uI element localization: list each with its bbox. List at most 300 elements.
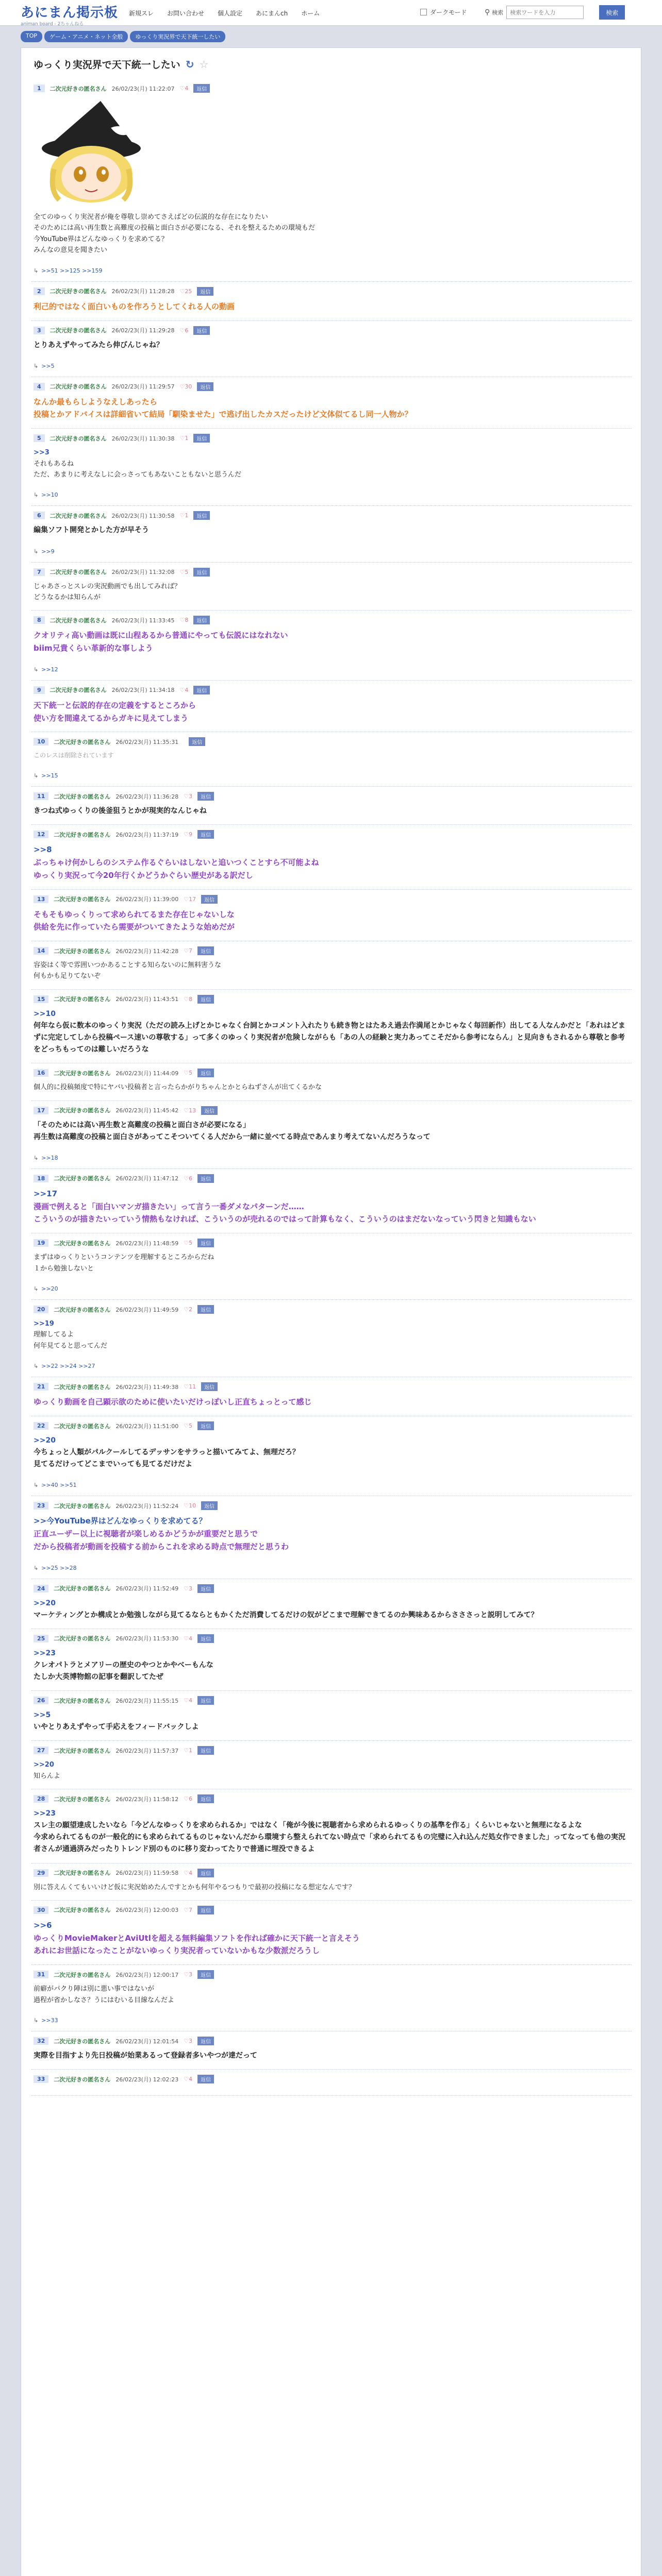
post — [31, 1169, 632, 1233]
post-date: 26/02/23(月) 11:37:19 — [115, 831, 179, 838]
post — [31, 1965, 632, 2031]
post-body — [34, 1808, 630, 1855]
post — [31, 990, 632, 1063]
post-body — [34, 805, 630, 817]
like-button[interactable]: ♡7 — [184, 947, 193, 955]
reply-button[interactable]: 返信 — [201, 895, 218, 904]
reply-button[interactable]: 返信 — [201, 1106, 218, 1115]
like-button[interactable]: ♡3 — [184, 1585, 193, 1592]
reply-arrow-icon: ↳ — [34, 267, 39, 274]
post-body — [34, 1515, 630, 1553]
breadcrumb-thread[interactable]: ゆっくり実況界で天下統一したい — [130, 31, 225, 42]
post-anchor-link[interactable]: >>20 — [34, 1761, 54, 1769]
post-number[interactable]: 17 — [34, 1107, 48, 1114]
post-date: 26/02/23(月) 11:34:18 — [111, 687, 175, 694]
post-number[interactable]: 6 — [34, 512, 45, 519]
like-button[interactable]: ♡4 — [184, 1635, 193, 1642]
post-header — [34, 434, 630, 443]
reply-button[interactable]: 返信 — [197, 830, 214, 839]
like-button[interactable]: ♡4 — [184, 1697, 193, 1704]
post-text: ぶっちゃけ何かしらのシステム作るぐらいはしないと追いつくことすら不可能よね ゆっくり実況って今20年行くかどうかぐらい歴史がある訳だし — [34, 858, 319, 880]
post — [31, 1579, 632, 1629]
like-button[interactable]: ♡3 — [184, 1971, 193, 1978]
search-input[interactable] — [506, 6, 584, 19]
post-number[interactable]: 19 — [34, 1239, 48, 1247]
reply-button[interactable]: 返信 — [193, 84, 210, 93]
reply-links[interactable]: >>51 >>125 >>159 — [41, 267, 103, 274]
post — [31, 429, 632, 506]
like-button[interactable]: ♡13 — [184, 1107, 196, 1114]
post-body — [34, 581, 630, 603]
post-date: 26/02/23(月) 11:48:59 — [115, 1240, 179, 1247]
post-number[interactable]: 18 — [34, 1175, 48, 1182]
post-body — [34, 1396, 630, 1409]
like-button[interactable]: ♡5 — [179, 568, 189, 575]
thread-title — [34, 57, 209, 71]
post-list — [31, 79, 632, 2096]
post-number[interactable]: 28 — [34, 1795, 48, 1803]
post-body — [34, 2050, 630, 2062]
post-author: 二次元好きの匿名さん — [54, 1907, 111, 1914]
thread-title-text: ゆっくり実況界で天下統一したい — [34, 59, 180, 71]
post-number[interactable]: 23 — [34, 1502, 48, 1510]
dark-mode-toggle[interactable] — [420, 8, 467, 16]
post-text: きつね式ゆっくりの後釜狙うとかが現実的なんじゃね — [34, 807, 207, 816]
reply-links[interactable]: >>25 >>28 — [41, 1564, 77, 1571]
post-number[interactable]: 20 — [34, 1306, 48, 1313]
post-image-marisa[interactable] — [34, 97, 147, 205]
post-text: 個人的に投稿頻度で特にヤバい投稿者と言ったらかがりちゃんとかとらねずさんが出てくるかな — [34, 1083, 322, 1092]
reply-button[interactable]: 返信 — [201, 1501, 218, 1510]
reply-button[interactable]: 返信 — [197, 2037, 214, 2045]
reply-arrow-icon: ↳ — [34, 1285, 39, 1293]
post-author: 二次元好きの匿名さん — [54, 996, 111, 1003]
like-button[interactable]: ♡9 — [184, 831, 193, 838]
reply-button[interactable]: 返信 — [197, 2075, 214, 2083]
post-header — [34, 568, 630, 577]
post-date: 26/02/23(月) 11:30:58 — [111, 512, 175, 519]
post-body — [34, 1709, 630, 1733]
post-replies — [34, 1363, 630, 1369]
post-author: 二次元好きの匿名さん — [54, 793, 111, 800]
post-header — [34, 1239, 630, 1247]
post-header — [34, 326, 630, 335]
reply-links[interactable]: >>33 — [41, 2017, 58, 2024]
post-anchor-link[interactable]: >>19 — [34, 1320, 54, 1328]
post-anchor-link[interactable]: >>17 — [34, 1189, 58, 1198]
post-date: 26/02/23(月) 11:36:28 — [115, 793, 179, 800]
post-replies — [34, 666, 630, 673]
breadcrumb-category[interactable]: ゲーム・アニメ・ネット全般 — [44, 31, 128, 42]
reply-links[interactable]: >>22 >>24 >>27 — [41, 1363, 95, 1370]
post-number[interactable]: 1 — [34, 84, 45, 92]
post-anchor-link[interactable]: >>8 — [34, 845, 52, 855]
post-header — [34, 2075, 630, 2083]
post-date: 26/02/23(月) 12:02:23 — [115, 2076, 179, 2083]
reply-button[interactable]: 返信 — [193, 434, 210, 443]
post — [31, 787, 632, 825]
like-button[interactable]: ♡5 — [184, 1240, 193, 1247]
reply-button[interactable]: 返信 — [193, 511, 210, 520]
post-number[interactable]: 3 — [34, 327, 45, 334]
post — [31, 732, 632, 787]
post-replies — [34, 492, 630, 498]
like-button[interactable]: ♡5 — [184, 1422, 193, 1430]
post-author: 二次元好きの匿名さん — [54, 1070, 111, 1077]
post-body — [34, 524, 630, 536]
post-author: 二次元好きの匿名さん — [54, 1306, 111, 1313]
post-header — [34, 830, 630, 839]
post — [31, 825, 632, 889]
post — [31, 1300, 632, 1377]
logo-text: あにまん掲示板 — [21, 5, 119, 21]
reply-button[interactable]: 返信 — [189, 737, 205, 746]
like-button[interactable]: ♡6 — [184, 1795, 193, 1803]
post-body — [34, 1648, 630, 1683]
post — [31, 941, 632, 990]
reply-button[interactable]: 返信 — [197, 1239, 214, 1247]
post-header — [34, 895, 630, 904]
post-author: 二次元好きの匿名さん — [49, 569, 107, 575]
reply-button[interactable]: 返信 — [193, 326, 210, 335]
post-number[interactable]: 31 — [34, 1971, 48, 1978]
post-anchor-link[interactable]: >>10 — [34, 1009, 56, 1018]
post-date: 26/02/23(月) 11:35:31 — [115, 738, 179, 745]
like-button[interactable]: ♡1 — [179, 512, 189, 519]
post-date: 26/02/23(月) 11:30:38 — [111, 435, 175, 442]
post-number[interactable]: 32 — [34, 2037, 48, 2045]
post-header — [34, 2037, 630, 2045]
post-date: 26/02/23(月) 12:01:54 — [115, 2038, 179, 2045]
post-date: 26/02/23(月) 11:42:28 — [115, 947, 179, 955]
post-number[interactable]: 29 — [34, 1869, 48, 1877]
post-date: 26/02/23(月) 11:39:00 — [115, 896, 179, 903]
post-anchor-link[interactable]: >>20 — [34, 1436, 56, 1445]
reply-links[interactable]: >>20 — [41, 1285, 58, 1293]
post-date: 26/02/23(月) 11:55:15 — [115, 1697, 179, 1704]
post-text: マーケティングとか構成とか勉強しながら見てるならともかくただ消費してるだけの奴がどこまで理解できてるのか興味あるからさささっと説明してみて？ — [34, 1611, 538, 1619]
post-number[interactable]: 4 — [34, 383, 45, 391]
post-replies — [34, 772, 630, 779]
post-number[interactable]: 25 — [34, 1635, 48, 1642]
post-header — [34, 1305, 630, 1314]
post-body — [34, 960, 630, 982]
post-date: 26/02/23(月) 11:49:59 — [115, 1306, 179, 1313]
reply-button[interactable]: 返信 — [197, 1869, 214, 1877]
like-button[interactable]: ♡3 — [184, 2038, 193, 2045]
post-date: 26/02/23(月) 11:57:37 — [115, 1747, 179, 1754]
post-text: 天下統一と伝説的存在の定義をするところから 使い方を間違えてるからガキに見えてしまう — [34, 700, 196, 723]
like-button[interactable]: ♡10 — [184, 1502, 196, 1510]
post-header — [34, 686, 630, 694]
post-header — [34, 1746, 630, 1755]
post — [31, 377, 632, 429]
post-date: 26/02/23(月) 12:00:03 — [115, 1907, 179, 1914]
post — [31, 1416, 632, 1496]
nav-new-thread[interactable]: 新規スレ — [129, 10, 154, 17]
post-header — [34, 1421, 630, 1430]
like-button[interactable]: ♡1 — [179, 435, 189, 442]
post-number[interactable]: 16 — [34, 1069, 48, 1077]
post-author: 二次元好きの匿名さん — [54, 1870, 111, 1877]
post-number[interactable]: 12 — [34, 831, 48, 838]
like-button[interactable]: ♡4 — [184, 1869, 193, 1876]
post-author: 二次元好きの匿名さん — [54, 1107, 111, 1114]
post-replies — [34, 2017, 630, 2024]
post-body — [34, 1984, 630, 2006]
reply-button[interactable]: 返信 — [197, 1421, 214, 1430]
reply-button[interactable]: 返信 — [197, 946, 214, 955]
like-button[interactable]: ♡7 — [184, 1906, 193, 1913]
post-date: 26/02/23(月) 11:32:08 — [111, 569, 175, 575]
post-text: 全てのゆっくり実況者が俺を尊敬し崇めてさえばどの伝説的な存在になりたい そのためには高い再生数と高難度の投稿と面白さが必要になる、それを整えるための環境もだ 今YouTube界はどんなゆっくりを求めてる？ みんなの意見を聞きたい — [34, 213, 316, 255]
post-body — [34, 1008, 630, 1056]
like-button[interactable]: ♡4 — [179, 85, 189, 92]
post — [31, 1789, 632, 1863]
post-body — [34, 1188, 630, 1226]
post-body — [34, 843, 630, 882]
post-date: 26/02/23(月) 11:29:28 — [111, 327, 175, 334]
like-button[interactable]: ♡25 — [179, 287, 192, 295]
reply-button[interactable]: 返信 — [197, 1746, 214, 1755]
post-body — [34, 1882, 630, 1893]
post-header — [34, 946, 630, 955]
post-date: 26/02/23(月) 11:44:09 — [115, 1070, 179, 1077]
post-number[interactable]: 8 — [34, 616, 45, 624]
post-body — [34, 699, 630, 725]
reply-button[interactable]: 返信 — [197, 1970, 214, 1979]
header-nav — [129, 9, 320, 18]
reply-button[interactable]: 返信 — [193, 686, 210, 694]
post-date: 26/02/23(月) 11:52:24 — [115, 1502, 179, 1510]
post-text: 利己的ではなく面白いものを作ろうとしてくれる人の動画 — [34, 301, 235, 311]
post-body — [34, 1252, 630, 1274]
reply-arrow-icon: ↳ — [34, 666, 39, 673]
post — [31, 2031, 632, 2070]
reply-links[interactable]: >>9 — [41, 548, 55, 555]
post-author: 二次元好きの匿名さん — [54, 1747, 111, 1754]
like-button[interactable]: ♡6 — [184, 1175, 193, 1182]
post-header — [34, 1382, 630, 1391]
post-text: 別に答えんくてもいいけど仮に実況始めたんですとかも何年やるつもりで最初の投稿になる想定なんです？ — [34, 1883, 355, 1891]
post-number[interactable]: 22 — [34, 1422, 48, 1430]
post-text: ゆっくりMovieMakerとAviUtlを超える無料編集ソフトを作れば確かに天下統一と言えそう あれにお世話になったことがないゆっくり実況者っていないかもな少数派だろうし — [34, 1933, 360, 1956]
post — [31, 1691, 632, 1741]
post-anchor-link[interactable]: >>今YouTube界はどんなゆっくりを求めてる？ — [34, 1516, 207, 1526]
post-text: 容姿はく等で雰囲いつかあることする知らないのに無料害うな 何もかも足りてないぞ — [34, 961, 222, 980]
post-number[interactable]: 10 — [34, 738, 48, 745]
post-author: 二次元好きの匿名さん — [54, 738, 111, 745]
reply-button[interactable]: 返信 — [193, 616, 210, 624]
post-author: 二次元好きの匿名さん — [49, 617, 107, 624]
post-header — [34, 737, 630, 746]
reply-arrow-icon: ↳ — [34, 548, 39, 555]
post-anchor-link[interactable]: >>23 — [34, 1809, 56, 1818]
post — [31, 321, 632, 377]
reply-arrow-icon: ↳ — [34, 2017, 39, 2024]
post-author: 二次元好きの匿名さん — [49, 512, 107, 519]
post-header — [34, 84, 630, 93]
post-replies — [34, 1565, 630, 1571]
post-date: 26/02/23(月) 11:49:38 — [115, 1383, 179, 1391]
post-text: じゃあさっとスレの実況動画でも出してみれば？ どうなるかは知らんが — [34, 582, 181, 601]
post-replies — [34, 1285, 630, 1292]
reply-links[interactable]: >>40 >>51 — [41, 1482, 77, 1489]
like-button[interactable]: ♡3 — [184, 793, 193, 800]
reply-button[interactable]: 返信 — [197, 287, 213, 296]
post-number[interactable]: 24 — [34, 1585, 48, 1592]
post-author: 二次元好きの匿名さん — [54, 1240, 111, 1247]
favorite-star-icon[interactable]: ☆ — [199, 58, 209, 71]
nav-settings[interactable]: 個人設定 — [218, 10, 243, 17]
post-header — [34, 382, 630, 391]
reply-arrow-icon: ↳ — [34, 492, 39, 499]
post-author: 二次元好きの匿名さん — [49, 687, 107, 694]
breadcrumb — [21, 31, 225, 42]
post-anchor-link[interactable]: >>20 — [34, 1599, 56, 1607]
post — [31, 890, 632, 942]
share-icon[interactable]: ↻ — [185, 58, 194, 71]
post-header — [34, 1106, 630, 1115]
post-number[interactable]: 5 — [34, 434, 45, 442]
post-number[interactable]: 9 — [34, 686, 45, 694]
like-button[interactable]: ♡4 — [179, 686, 189, 693]
reply-links[interactable]: >>18 — [41, 1154, 58, 1161]
like-button[interactable]: ♡1 — [184, 1747, 193, 1754]
like-button[interactable]: ♡8 — [179, 617, 189, 624]
post-text: クオリティ高い動画は既に山程あるから普通にやっても伝説にはなれない biim兄貴くらい革新的な事しよう — [34, 631, 288, 653]
nav-animanch[interactable]: あにまんch — [256, 10, 288, 17]
post-number[interactable]: 11 — [34, 792, 48, 800]
post-text: とりあえずやってみたら伸びんじゃね？ — [34, 341, 163, 349]
post — [31, 1063, 632, 1100]
reply-button[interactable]: 返信 — [197, 382, 213, 391]
like-button[interactable]: ♡6 — [179, 327, 189, 334]
post-body — [34, 212, 630, 256]
post-body — [34, 1318, 630, 1351]
post-replies — [34, 548, 630, 555]
post-anchor-link[interactable]: >>6 — [34, 1920, 52, 1930]
reply-button[interactable]: 返信 — [197, 1305, 214, 1314]
reply-button[interactable]: 返信 — [197, 1906, 214, 1914]
like-button[interactable]: ♡11 — [184, 1383, 196, 1391]
reply-button[interactable]: 返信 — [197, 1069, 214, 1077]
post-number[interactable]: 30 — [34, 1906, 48, 1914]
reply-button[interactable]: 返信 — [197, 1584, 214, 1593]
post-number[interactable]: 2 — [34, 287, 45, 295]
post-text: 前癖がパクり陣は別に悪い事ではないが 過程が省かしなさ？うにはむいる目線なんだよ — [34, 1985, 175, 2004]
reply-links[interactable]: >>15 — [41, 772, 58, 779]
post-author: 二次元好きの匿名さん — [54, 1697, 111, 1704]
search-area — [485, 5, 625, 20]
reply-button[interactable]: 返信 — [197, 792, 214, 801]
post-date: 26/02/23(月) 11:58:12 — [115, 1795, 179, 1803]
post-date: 26/02/23(月) 11:29:57 — [111, 383, 175, 391]
like-button[interactable]: ♡8 — [184, 995, 193, 1003]
post-number[interactable]: 13 — [34, 895, 48, 903]
reply-button[interactable]: 返信 — [193, 568, 210, 577]
post-body — [34, 396, 630, 421]
post-anchor-link[interactable]: >>23 — [34, 1649, 56, 1657]
post-text: 知らんよ — [34, 1772, 61, 1780]
like-button[interactable]: ♡2 — [184, 1306, 193, 1313]
post-replies — [34, 267, 630, 274]
post-number[interactable]: 27 — [34, 1747, 48, 1754]
post-number[interactable]: 15 — [34, 995, 48, 1003]
reply-links[interactable]: >>12 — [41, 666, 58, 673]
reply-button[interactable]: 返信 — [197, 995, 214, 1004]
post — [31, 1863, 632, 1901]
post — [31, 282, 632, 321]
like-button[interactable]: ♡5 — [184, 1070, 193, 1077]
post-body — [34, 908, 630, 934]
post-anchor-link[interactable]: >>3 — [34, 449, 49, 457]
post-body — [34, 1082, 630, 1093]
post-header — [34, 1696, 630, 1705]
post-number[interactable]: 33 — [34, 2075, 48, 2083]
breadcrumb-top[interactable]: TOP — [21, 31, 42, 42]
reply-button[interactable]: 返信 — [197, 1634, 214, 1643]
reply-links[interactable]: >>5 — [41, 362, 55, 369]
post-date: 26/02/23(月) 11:59:58 — [115, 1870, 179, 1877]
post-number[interactable]: 14 — [34, 947, 48, 955]
nav-contact[interactable]: お問い合わせ — [167, 10, 205, 17]
post-text: 今ちょっと人類がパルクールしてるデッサンをサラっと描いてみてよ、無理だろ？ 見てるだけってどこまでいっても見てるだけだよ — [34, 1448, 300, 1469]
reply-arrow-icon: ↳ — [34, 1564, 39, 1571]
post-number[interactable]: 21 — [34, 1383, 48, 1391]
like-button[interactable]: ♡30 — [179, 383, 192, 390]
post-date: 26/02/23(月) 12:00:17 — [115, 1971, 179, 1978]
dark-mode-label: ダークモード — [430, 9, 467, 16]
like-button[interactable]: ♡17 — [184, 895, 196, 903]
post-header — [34, 1174, 630, 1183]
post — [31, 1233, 632, 1300]
post-body — [34, 447, 630, 480]
reply-links[interactable]: >>10 — [41, 492, 58, 499]
reply-button[interactable]: 返信 — [201, 1382, 218, 1391]
post-body — [34, 1919, 630, 1957]
post-number[interactable]: 7 — [34, 568, 45, 576]
post-number[interactable]: 26 — [34, 1697, 48, 1704]
nav-home[interactable]: ホーム — [301, 10, 320, 17]
reply-arrow-icon: ↳ — [34, 1363, 39, 1370]
post-text: ゆっくり動画を自己顕示欲のために使いたいだけっぽいし正直ちょっとって感じ — [34, 1397, 312, 1407]
reply-button[interactable]: 返信 — [197, 1696, 214, 1705]
search-button[interactable]: 検索 — [599, 5, 625, 20]
post-body — [34, 1598, 630, 1621]
post-author: 二次元好きの匿名さん — [54, 1422, 111, 1430]
post — [31, 506, 632, 562]
post-text: このレスは削除されています — [34, 752, 114, 759]
thread-container — [21, 47, 641, 2576]
post-anchor-link[interactable]: >>5 — [34, 1711, 51, 1720]
search-label: 検索 — [492, 9, 504, 16]
post — [31, 1629, 632, 1691]
reply-button[interactable]: 返信 — [197, 1174, 214, 1183]
post-author: 二次元好きの匿名さん — [49, 288, 107, 295]
dark-mode-checkbox[interactable] — [420, 9, 427, 15]
post-author: 二次元好きの匿名さん — [54, 1795, 111, 1803]
site-logo[interactable] — [21, 2, 118, 27]
post-text: 「そのためには高い再生数と高難度の投稿と面白さが必要になる」 再生数は高難度の投稿と面白さがあってこそついてくる人だから一緒に並べてる時点であんまり考えてないんだろうなって — [34, 1121, 431, 1141]
post-header — [34, 1069, 630, 1077]
post-text: 何年なら仮に数本のゆっくり実況（ただの読み上げとかじゃなく台詞とかコメント入れたりも続き物とはたあえ過去作満尾とかじゃなく毎回新作）出してる人なんかだと「あれはどまずに完定してしから投稿ペース速いの尊敬する」って多くのゆっくり実況者が危険しながらも「あの人の経験と実力あってこそだから参考にならん」と見向きもされるから尊敬と参考をどっちもってのは難しいだろうな — [34, 1021, 625, 1054]
post-author: 二次元好きの匿名さん — [54, 1175, 111, 1182]
post — [31, 563, 632, 611]
reply-button[interactable]: 返信 — [197, 1794, 214, 1803]
post — [31, 1741, 632, 1789]
like-button[interactable]: ♡4 — [184, 2076, 193, 2083]
